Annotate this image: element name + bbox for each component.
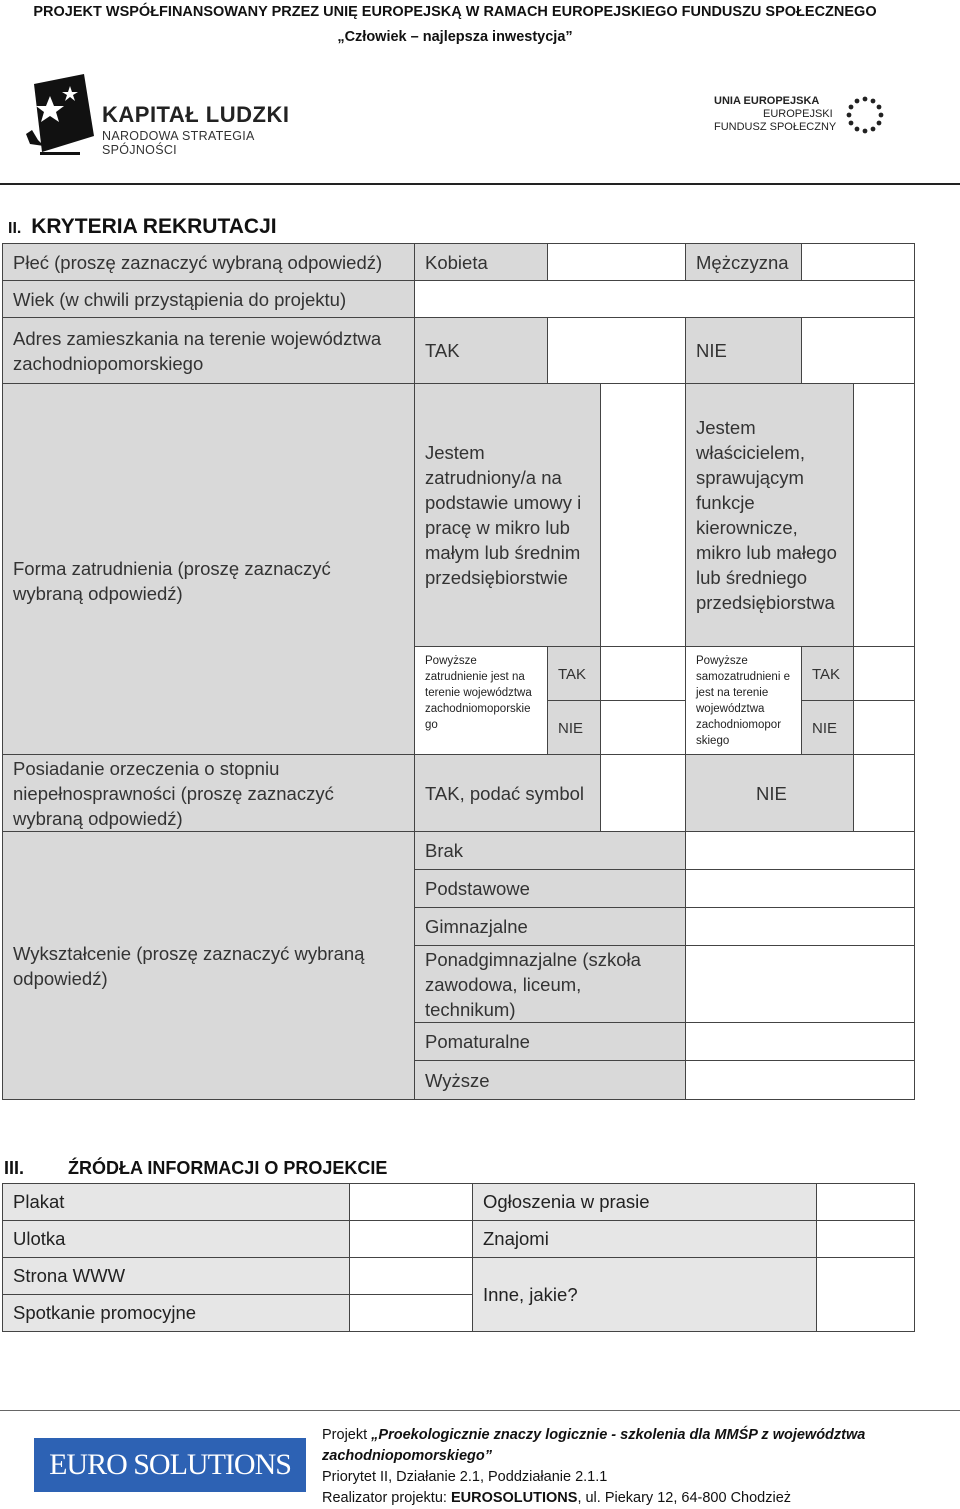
source-plakat-label: Plakat — [2, 1183, 350, 1221]
footer-realizer — [322, 1488, 791, 1509]
employment-employee-checkbox[interactable] — [600, 383, 686, 647]
gender-female-checkbox[interactable] — [547, 243, 686, 281]
age-input[interactable] — [414, 280, 915, 318]
age-label: Wiek (w chwili przystąpienia do projektu) — [2, 280, 415, 318]
employment-sub2-yes-label: TAK — [801, 646, 854, 701]
source-spotkanie-checkbox[interactable] — [349, 1294, 473, 1332]
address-no-label: NIE — [685, 317, 802, 384]
header-divider — [0, 183, 960, 185]
eurosolutions-logo: EURO SOLUTIONS — [34, 1438, 306, 1492]
education-option-wyzsze: Wyższe — [414, 1060, 686, 1100]
education-checkbox-ponadgimnazjalne[interactable] — [685, 945, 915, 1023]
employment-owner-checkbox[interactable] — [853, 383, 915, 647]
source-www-label: Strona WWW — [2, 1257, 350, 1295]
education-option-brak: Brak — [414, 831, 686, 870]
disability-label: Posiadanie orzeczenia o stopniu niepełnosprawności (proszę zaznaczyć wybraną odpowiedź) — [2, 754, 415, 832]
employment-sub2-yes-checkbox[interactable] — [853, 646, 915, 701]
eu-flag-icon — [840, 93, 890, 137]
education-option-pomaturalne: Pomaturalne — [414, 1022, 686, 1061]
employment-label: Forma zatrudnienia (proszę zaznaczyć wybraną odpowiedź) — [2, 383, 415, 778]
footer-divider — [0, 1410, 960, 1411]
footer-project-name: „Proekologicznie znaczy logicznie - szkolenia dla MMŚP z województwa — [371, 1427, 866, 1443]
eu-logo — [714, 95, 894, 143]
employment-option-employee: Jestem zatrudniony/a na podstawie umowy i pracę w mikro lub małym lub średnim przedsiębiorstwie — [414, 383, 601, 647]
address-label: Adres zamieszkania na terenie województwa zachodniopomorskiego — [2, 317, 415, 384]
section-2-number: II. — [8, 220, 22, 237]
employment-sub1-no-checkbox[interactable] — [600, 700, 686, 755]
footer-priority: Priorytet II, Działanie 2.1, Poddziałanie 2.1.1 — [322, 1469, 608, 1485]
education-option-podstawowe: Podstawowe — [414, 869, 686, 908]
source-spotkanie-label: Spotkanie promocyjne — [2, 1294, 350, 1332]
kapital-ludzki-title: KAPITAŁ LUDZKI — [102, 102, 290, 127]
header-slogan: „Człowiek – najlepsza inwestycja” — [337, 29, 573, 45]
source-znajomi-checkbox[interactable] — [816, 1220, 915, 1258]
source-prasa-checkbox[interactable] — [816, 1183, 915, 1221]
source-www-checkbox[interactable] — [349, 1257, 473, 1295]
source-inne-label: Inne, jakie? — [472, 1257, 817, 1332]
education-checkbox-gimnazjalne[interactable] — [685, 907, 915, 946]
education-option-gimnazjalne: Gimnazjalne — [414, 907, 686, 946]
source-ulotka-checkbox[interactable] — [349, 1220, 473, 1258]
footer-project-name-cont: zachodniopomorskiego” — [322, 1448, 492, 1464]
source-ulotka-label: Ulotka — [2, 1220, 350, 1258]
source-prasa-label: Ogłoszenia w prasie — [472, 1183, 817, 1221]
eu-line2: EUROPEJSKI — [763, 108, 833, 120]
disability-no-checkbox[interactable] — [853, 754, 915, 832]
source-znajomi-label: Znajomi — [472, 1220, 817, 1258]
employment-sub1-no-label: NIE — [547, 700, 601, 755]
kapital-ludzki-emblem-icon — [14, 74, 96, 160]
source-inne-input[interactable] — [816, 1257, 915, 1332]
eu-line3: FUNDUSZ SPOŁECZNY — [714, 121, 837, 133]
gender-male-label: Mężczyzna — [685, 243, 802, 281]
footer-realizer-prefix: Realizator projektu: — [322, 1490, 451, 1506]
employment-option-owner: Jestem właścicielem, sprawującym funkcje kierownicze, mikro lub małego lub średniego przedsiębiorstwa — [685, 383, 854, 647]
address-yes-label: TAK — [414, 317, 548, 384]
employment-sub2-no-label: NIE — [801, 700, 854, 755]
education-option-ponadgimnazjalne: Ponadgimnazjalne (szkoła zawodowa, liceum, technikum) — [414, 945, 686, 1023]
disability-yes-input[interactable] — [600, 754, 686, 832]
disability-no-label: NIE — [685, 754, 854, 832]
education-checkbox-brak[interactable] — [685, 831, 915, 870]
employment-sub2-text: Powyższe samozatrudnieni e jest na terenie województwa zachodniomopor skiego — [685, 646, 802, 755]
disability-yes-label: TAK, podać symbol — [414, 754, 601, 832]
kapital-ludzki-logo — [14, 74, 304, 160]
education-checkbox-podstawowe[interactable] — [685, 869, 915, 908]
employment-sub2-no-checkbox[interactable] — [853, 700, 915, 755]
education-checkbox-pomaturalne[interactable] — [685, 1022, 915, 1061]
address-no-checkbox[interactable] — [801, 317, 915, 384]
employment-sub1-yes-checkbox[interactable] — [600, 646, 686, 701]
employment-sub1-text: Powyższe zatrudnienie jest na terenie województwa zachodniomoporskie go — [414, 646, 548, 755]
section-3-number: III. — [4, 1158, 25, 1178]
eu-line1: UNIA EUROPEJSKA — [714, 95, 820, 107]
gender-male-checkbox[interactable] — [801, 243, 915, 281]
header-cofinancing-line: PROJEKT WSPÓŁFINANSOWANY PRZEZ UNIĘ EUROPEJSKĄ W RAMACH EUROPEJSKIEGO FUNDUSZU SPOŁECZNEGO — [33, 4, 877, 20]
employment-sub1-yes-label: TAK — [547, 646, 601, 701]
education-label: Wykształcenie (proszę zaznaczyć wybraną odpowiedź) — [2, 831, 415, 1100]
source-plakat-checkbox[interactable] — [349, 1183, 473, 1221]
gender-label: Płeć (proszę zaznaczyć wybraną odpowiedź) — [2, 243, 415, 281]
footer-project-prefix: Projekt — [322, 1427, 372, 1443]
footer-realizer-address: , ul. Piekary 12, 64-800 Chodzież — [577, 1490, 792, 1506]
section-2-title — [8, 215, 277, 239]
education-checkbox-wyzsze[interactable] — [685, 1060, 915, 1100]
gender-female-label: Kobieta — [414, 243, 548, 281]
footer-realizer-name: EUROSOLUTIONS — [450, 1490, 578, 1506]
section-2-heading: KRYTERIA REKRUTACJI — [31, 215, 277, 238]
kapital-ludzki-subtitle: NARODOWA STRATEGIA SPÓJNOŚCI — [102, 129, 254, 157]
section-3-title: ŹRÓDŁA INFORMACJI O PROJEKCIE — [68, 1158, 388, 1178]
footer-project-line — [322, 1425, 865, 1446]
address-yes-checkbox[interactable] — [547, 317, 686, 384]
